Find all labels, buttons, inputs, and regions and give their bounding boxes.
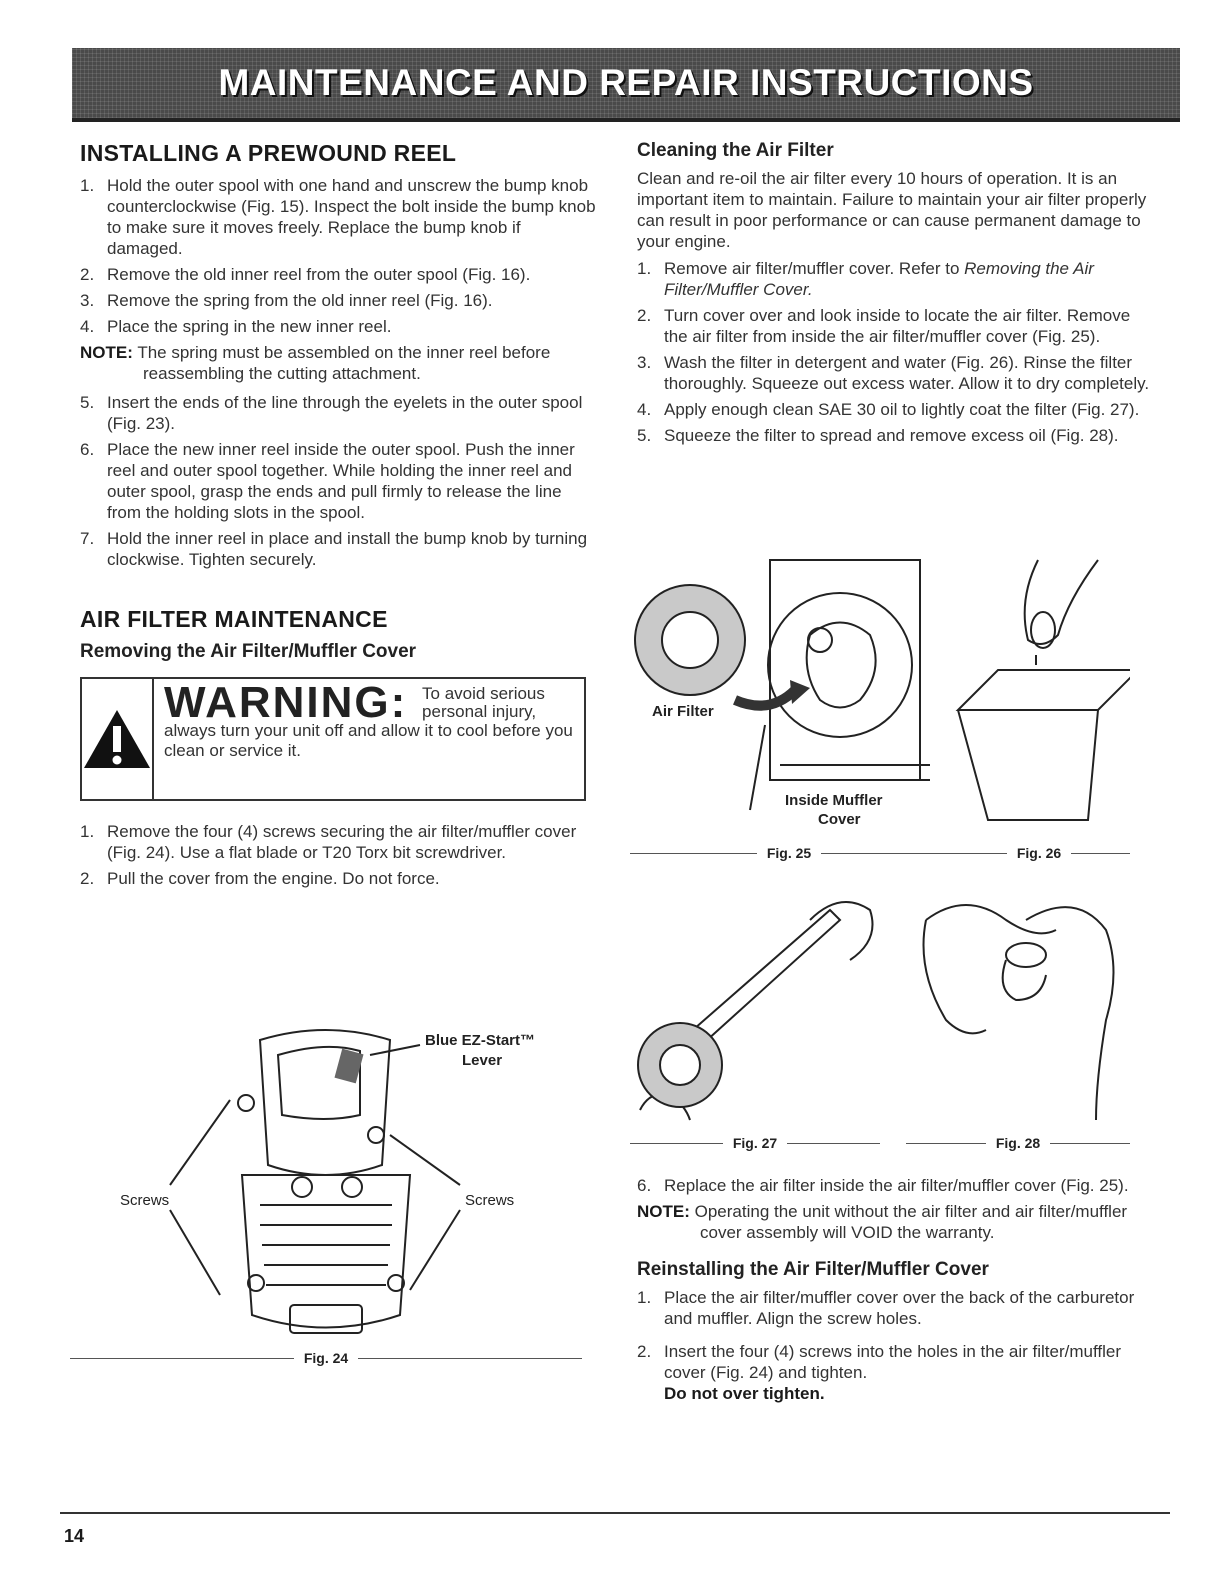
cleaning-intro: Clean and re-oil the air filter every 10 hours of operation. It is an important item to maintain. Failure to maintain your air filter properly can result in poor performance or can cause permanent damage to your engine. xyxy=(637,169,1147,251)
page-number: 14 xyxy=(64,1526,85,1546)
prewound-steps xyxy=(80,175,600,337)
inside-muffler-label: Inside Muffler xyxy=(785,792,883,809)
warning-lead: To avoid serious personal injury, xyxy=(422,684,545,721)
list-item: 5. Insert the ends of the line through the eyelets in the outer spool (Fig. 23). xyxy=(80,393,583,433)
muffler-cover-illustration xyxy=(70,1015,582,1345)
prewound-heading: INSTALLING A PREWOUND REEL xyxy=(80,140,457,166)
list-item: 3. Wash the filter in detergent and water (Fig. 26). Rinse the filter thoroughly. Squeeze out excess water. Allow it to dry completely. xyxy=(637,353,1150,393)
figure-26 xyxy=(948,540,1130,870)
list-item: 6. Replace the air filter inside the air filter/muffler cover (Fig. 25). xyxy=(637,1176,1129,1195)
footer-rule xyxy=(60,1512,1170,1514)
air-filter-label: Air Filter xyxy=(652,703,714,720)
cleaning-step-6 xyxy=(637,1175,1157,1196)
figure-28 xyxy=(906,880,1130,1160)
list-item: 2. Remove the old inner reel from the outer spool (Fig. 16). xyxy=(80,265,531,284)
lever-label-2: Lever xyxy=(462,1052,503,1069)
reinstall-heading: Reinstalling the Air Filter/Muffler Cover xyxy=(637,1259,989,1280)
list-item: 4. Apply enough clean SAE 30 oil to lightly coat the filter (Fig. 27). xyxy=(637,400,1140,419)
warning-text xyxy=(154,679,584,799)
list-item: 1. Hold the outer spool with one hand and unscrew the bump knob counterclockwise (Fig. 15). Inspect the bolt inside the bump knob to make sure it moves freely. Replace the bump knob if damaged. xyxy=(80,176,596,258)
washing-filter-illustration xyxy=(948,540,1130,840)
figure-24 xyxy=(70,1015,582,1375)
list-item: 1. Place the air filter/muffler cover over the back of the carburetor and muffler. Align the screw holes. xyxy=(637,1288,1135,1328)
list-item: 5. Squeeze the filter to spread and remove excess oil (Fig. 28). xyxy=(637,426,1119,445)
do-not-over-tighten: Do not over tighten. xyxy=(664,1384,825,1403)
cleaning-note: NOTE: Operating the unit without the air filter and air filter/muffler cover assembly will VOID the warranty. xyxy=(637,1202,1128,1242)
list-item: 2. Turn cover over and look inside to locate the air filter. Remove the air filter from inside the air filter/muffler cover (Fig. 25). xyxy=(637,306,1131,346)
list-item: 1. Remove air filter/muffler cover. Refer to Removing the Air Filter/Muffler Cover. xyxy=(637,259,1094,299)
fig-28-caption: Fig. 28 xyxy=(906,1135,1130,1151)
remove-steps xyxy=(80,821,600,889)
warning-box xyxy=(80,677,586,801)
banner-title: MAINTENANCE AND REPAIR INSTRUCTIONS xyxy=(218,62,1034,103)
figure-25 xyxy=(630,540,948,870)
warning-word: WARNING: xyxy=(164,678,408,727)
removing-subheading: Removing the Air Filter/Muffler Cover xyxy=(80,641,417,662)
fig-24-caption: Fig. 24 xyxy=(70,1350,582,1366)
screws-label-left: Screws xyxy=(120,1192,170,1209)
inside-muffler-label-2: Cover xyxy=(818,811,861,828)
list-item: 7. Hold the inner reel in place and install the bump knob by turning clockwise. Tighten securely. xyxy=(80,529,588,569)
fig-25-caption: Fig. 25 xyxy=(630,845,948,861)
warning-triangle-icon xyxy=(82,708,152,770)
right-column-bottom xyxy=(637,1175,1157,1409)
list-item: 6. Place the new inner reel inside the outer spool. Push the inner reel and outer spool together. While holding the inner reel and outer spool, grasp the ends and pull firmly to release the line from the holding slots in the spool. xyxy=(80,440,575,522)
prewound-steps-continued xyxy=(80,392,600,570)
air-filter-heading: AIR FILTER MAINTENANCE xyxy=(80,606,388,632)
warning-rest: always turn your unit off and allow it to cool before you clean or service it. xyxy=(164,721,573,760)
fig-27-caption: Fig. 27 xyxy=(630,1135,880,1151)
screws-label-right: Screws xyxy=(465,1192,515,1209)
cleaning-steps xyxy=(637,258,1157,446)
list-item: 1. Remove the four (4) screws securing the air filter/muffler cover (Fig. 24). Use a flat blade or T20 Torx bit screwdriver. xyxy=(80,822,577,862)
list-item: 2. Pull the cover from the engine. Do not force. xyxy=(80,869,440,888)
left-column xyxy=(80,140,600,894)
lever-label: Blue EZ-Start™ xyxy=(425,1032,536,1049)
list-item: 3. Remove the spring from the old inner reel (Fig. 16). xyxy=(80,291,493,310)
fig-26-caption: Fig. 26 xyxy=(948,845,1130,861)
figure-27 xyxy=(630,880,880,1160)
right-column xyxy=(637,140,1157,451)
oiling-filter-illustration xyxy=(630,880,880,1130)
section-banner xyxy=(72,48,1180,122)
reinstall-steps xyxy=(637,1287,1157,1404)
warning-icon-cell xyxy=(82,679,154,799)
air-filter-in-cover-illustration xyxy=(630,540,948,840)
list-item: 4. Place the spring in the new inner reel. xyxy=(80,317,392,336)
list-item: 2. Insert the four (4) screws into the holes in the air filter/muffler cover (Fig. 24) and tighten. Do not over tighten. xyxy=(637,1342,1121,1403)
cleaning-heading: Cleaning the Air Filter xyxy=(637,140,834,161)
squeezing-filter-illustration xyxy=(906,880,1130,1130)
prewound-note: NOTE: The spring must be assembled on the inner reel before reassembling the cutting attachment. xyxy=(80,343,551,383)
